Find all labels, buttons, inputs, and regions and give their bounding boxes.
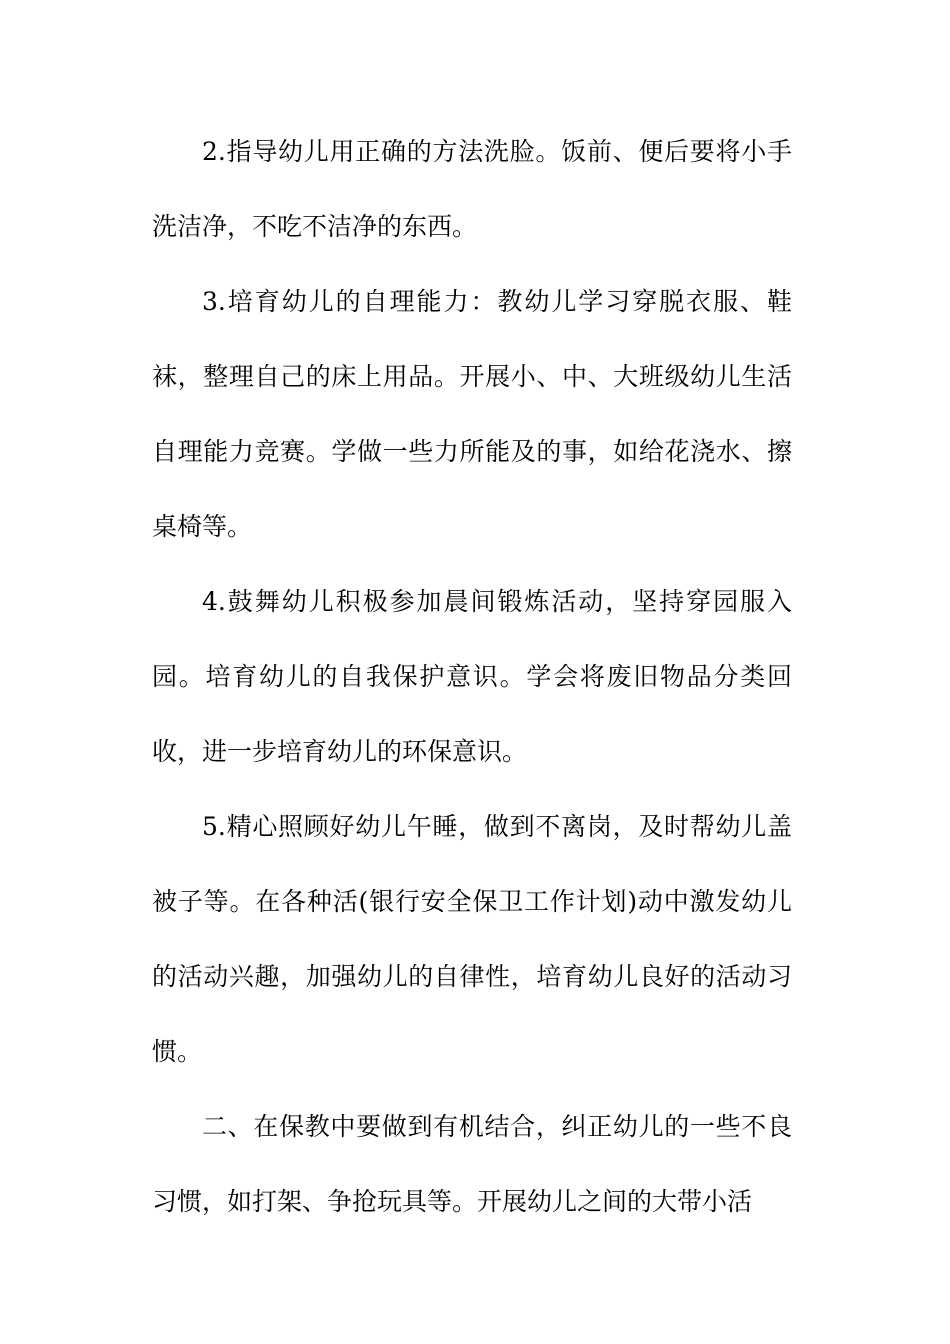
paragraph-section-two: 二、在保教中要做到有机结合，纠正幼儿的一些不良习惯，如打架、争抢玩具等。开展幼儿之间的大带小活 [152,1112,792,1216]
document-body [152,114,792,1239]
paragraph-morning-exercise: 4.鼓舞幼儿积极参加晨间锻炼活动，坚持穿园服入园。培育幼儿的自我保护意识。学会将废旧物品分类回收，进一步培育幼儿的环保意识。 [152,587,792,766]
paragraph-nap-care: 5.精心照顾好幼儿午睡，做到不离岗，及时帮幼儿盖被子等。在各种活(银行安全保卫工作计划)动中激发幼儿的活动兴趣，加强幼儿的自律性，培育幼儿良好的活动习惯。 [152,812,792,1066]
paragraph-handwashing: 2.指导幼儿用正确的方法洗脸。饭前、便后要将小手洗洁净，不吃不洁净的东西。 [152,137,792,241]
paragraph-self-care: 3.培育幼儿的自理能力：教幼儿学习穿脱衣服、鞋袜，整理自己的床上用品。开展小、中、大班级幼儿生活自理能力竞赛。学做一些力所能及的事，如给花浇水、擦桌椅等。 [152,287,792,541]
